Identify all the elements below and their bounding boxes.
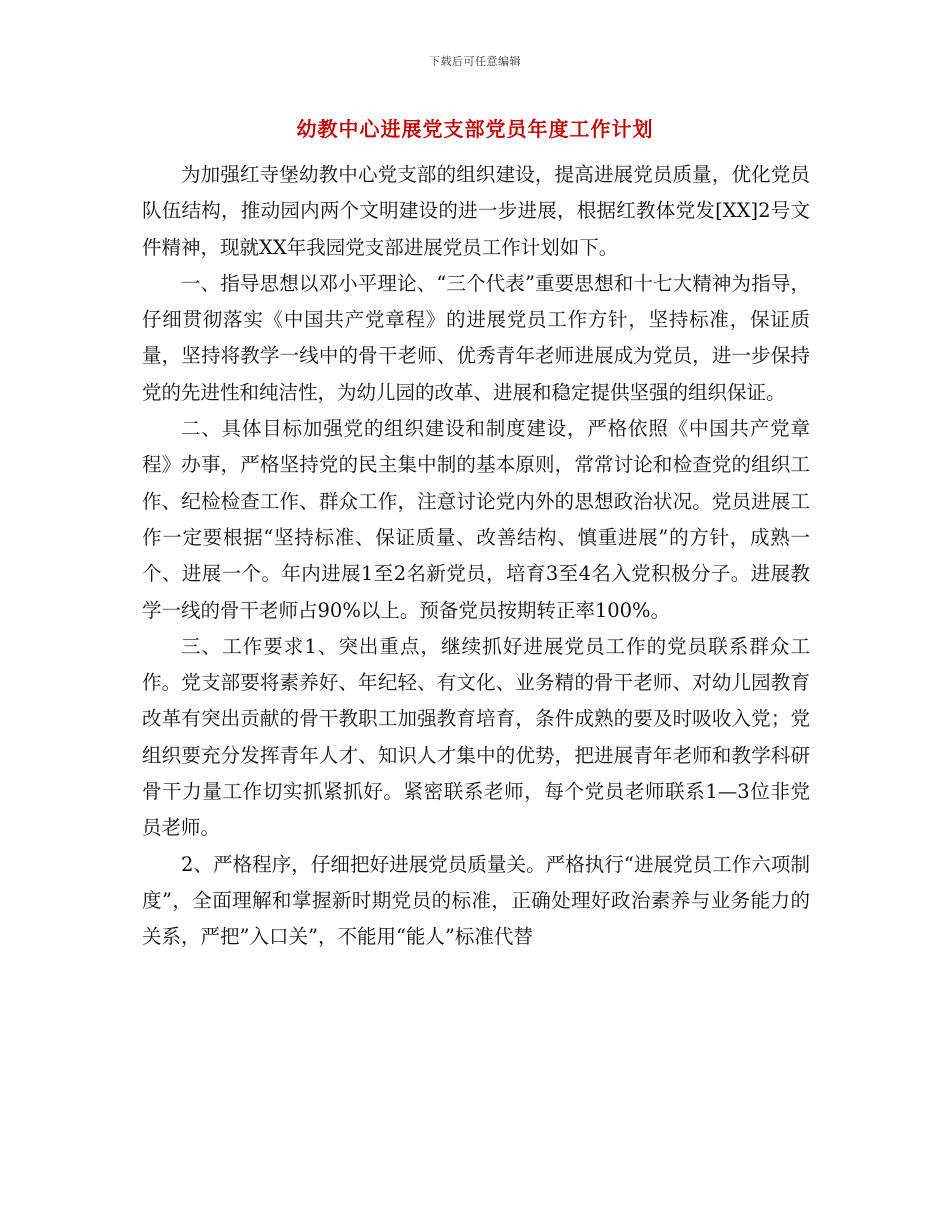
document-body: [142, 157, 810, 956]
paragraph-work-requirements: 三、工作要求1、突出重点，继续抓好进展党员工作的党员联系群众工作。党支部要将素养好、年纪轻、有文化、业务精的骨干老师、对幼儿园教育改革有突出贡献的骨干教职工加强教育培育，条件成熟的要及时吸收入党；党组织要充分发挥青年人才、知识人才集中的优势，把进展青年老师和教学科研骨干力量工作切实抓紧抓好。紧密联系老师，每个党员老师联系1—3位非党员老师。: [142, 634, 810, 840]
paragraph-guiding-ideology: 一、指导思想以邓小平理论、“三个代表”重要思想和十七大精神为指导，仔细贯彻落实《中国共产党章程》的进展党员工作方针，坚持标准，保证质量，坚持将教学一线中的骨干老师、优秀青年老师进展成为党员，进一步保持党的先进性和纯洁性，为幼儿园的改革、进展和稳定提供坚强的组织保证。: [142, 271, 810, 404]
page-header-note: 下载后可任意编辑: [429, 55, 521, 68]
paragraph-specific-goals: 二、具体目标加强党的组织建设和制度建设，严格依照《中国共产党章程》办事，严格坚持党的民主集中制的基本原则，常常讨论和检查党的组织工作、纪检检查工作、群众工作，注意讨论党内外的思想政治状况。党员进展工作一定要根据“坚持标准、保证质量、改善结构、慎重进展”的方针，成熟一个、进展一个。年内进展1至2名新党员，培育3至4名入党积极分子。进展教学一线的骨干老师占90%以上。预备党员按期转正率100%。: [142, 417, 810, 622]
paragraph-intro: 为加强红寺堡幼教中心党支部的组织建设，提高进展党员质量，优化党员队伍结构，推动园内两个文明建设的进一步进展，根据红教体党发[XX]2号文件精神，现就XX年我园党支部进展党员工作计划如下。: [142, 163, 810, 259]
paragraph-strict-procedure: 2、严格程序，仔细把好进展党员质量关。严格执行“进展党员工作六项制度”，全面理解和掌握新时期党员的标准，正确处理好政治素养与业务能力的关系，严把”入口关”，不能用“能人”标准代替: [142, 852, 810, 949]
document-title: 幼教中心进展党支部党员年度工作计划: [296, 117, 654, 141]
